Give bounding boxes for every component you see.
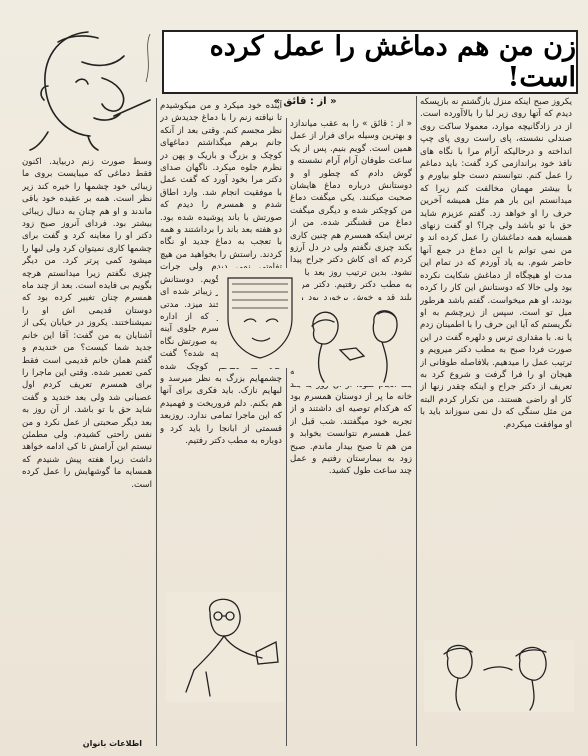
column-right: یکروز صبح اینکه منزل بازگشتم نه بازپسکه دیدم که آتها روی زیر لبا را بالاآورده است. از در زادگانیچه موارد، معمولا ساکت روی صندلی نشسته، پای راست روی پای چپ انداخته و درحالیکه آرام مرا با نگاه های نافذ خود براندازمی کرد گفت: باید دماغم را عمل کنم. نتوانستم دست جلو بیاورم و با بیشتر مهمان مخالفت کنم زیرا که میدانستم این بار هم مثل همیشه آخرین حرف را او خواهد زد. گفتم عزیزم شاید حق با تو باشد ولی چرا؟ او گفت زنهای همسایه همه دماغشان را عمل کرده اند و من نمی توانم با این دماغ در جمع آنها حاضر شوم. به یاد آوردم که در تمام این مدت او هیچگاه از دماغش شکایت نکرده بود ولی حالا که دوستانش این کار را کرده بودند، او هم میخواست. گفتم باشد هرطور میل تو است. سپس از زیرچشم به او نگریستم که آیا این حرف را با اطمینان زدم یا نه. با مقداری ترس و دلهره گفت در این صورت فردا صبح به مطب دکتر میرویم و ترتیب عمل را میدهیم. بلافاصله طوفانی از هیجان او را فرا گرفت و شروع کرد به تعریف از دکتر جراح و اینکه چقدر زنها از کار او راضی هستند. من تکرار کردم البته من مثل سنگی که دل نمی سوزاند باید با او موافقت میکردم. [420,97,572,430]
headline-box [162,30,578,94]
byline: « از : قائق » [273,96,337,107]
column-center-left: آینده خود میکرد و من میکوشیدم تا نیافته زنم را با دماغ جدیدش در نظر مجسم کنم. وقتی بعد از آنکه جانم برهم میگذاشتم دماغهای کوچک و بزرگ و باریک و پهن در نظرم جلوه میکرد. ناگهان صدای دکتر مرا بخود آورد که گفت عمل با موفقیت انجام شد. وارد اطاق شدم و همسرم را دیدم که صورتش با باند پوشیده شده بود. دو هفته بعد باند را برداشتند و همه با تعجب به دماغ جدید او نگاه کردند. راستش را بخواهید من هیچ تفاوتی نمی دیدم ولی جرات نکردم این را بگویم. دوستانش همه میگفتند چقدر زیباتر شده ای و او با غرور لبخند میزد. مدتی گذشت و یکروز که از اداره برگشتم دیدم همسرم جلوی آینه ایستاده و با دقت به صورتش نگاه میکند. پرسیدم چه شده؟ گفت حالا که دماغم کوچک شده چشمهایم بزرگ به نظر میرسد و لبهایم نازک. باید فکری برای آنها هم بکنم. دلم فروریخت و فهمیدم که این ماجرا تمامی ندارد. روزبعد قسمتی از ابانجا را باید کرد و دوباره به مطب دکتر رفتیم. [160,101,282,446]
column-divider [286,118,287,746]
footer-source: اطلاعات بانوان [82,739,142,748]
two-faces-sketch-bottom [424,640,574,712]
column-divider [416,96,417,746]
column-center-right: « از : قائق » را به عقب میاندازد و بهترین وسیله برای فرار از عمل همین است. گویم بنیم. پس از یک ساعت طوفان آرام آرام نشسته و گوش دادم که چطور او و دوستانش درباره دماغ هایشان صحبت میکنند. یکی میگفت دماغ من کوچکتر شده و دیگری میگفت دماغ من قشنگتر شده. من از ترس اینکه همسرم هم چنین کاری بکند چیزی نگفتم ولی در دل آرزو کردم که ای کاش دکتر جراح پیدا نشود. بدین ترتیب روز بعد با هم به مطب دکتر رفتیم. دکتر مردی بلند قد و خوش برخورد بود و با دقت دماغ همسرم را معاینه کرد. گفت این دماغ هیچ عیبی ندارد و خیلی هم قشنگ است ولی اگر مایل باشید میتوانیم آن را کمی کوچکتر کنیم. همسرم با اشتیاق قبول کرد و قرار شد عمل هفته بعد انجام شود. از آن روز به بعد خانه ما پر از دوستان همسرم بود که هرکدام توصیه ای داشتند و از تجربه خود میگفتند. شب قبل از عمل همسرم نتوانست بخوابد و من هم تا صبح بیدار ماندم. صبح زود به بیمارستان رفتیم و عمل چند ساعت طول کشید. [290,119,412,477]
masked-surgeon-sketch [218,268,302,368]
doctor-sketch-bottom [166,592,284,702]
column-divider [156,98,157,746]
headline: زن من هم دماغش را عمل کرده است! [209,31,576,93]
column-left: وسط صورت زنم دربیاید. اکنون فقط دماغی که میبایست بروی ما زیبائی خود چشمها را خیره کند زیر نظر است. همه بر عقیده خود باقی ماندند و او هم چنان به دنبال زیبائی بیشتر بود. فردای آنروز صبح زود دکتر او را معاینه کرد و گفت برای چشمها کاری نمیتوان کرد ولی لبها را میشود کمی پرتر کرد. من دیگر چیزی نگفتم زیرا میدانستم هرچه بگویم بی فایده است. بعد از چند ماه همسرم چنان تغییر کرده بود که دوستان قدیمی اش او را نمیشناختند. یکروز در خیابان یکی از آشنایان به من گفت: آقا این خانم جدید شما کیست؟ من خندیدم و گفتم همان خانم قدیمی است فقط کمی تعمیر شده. وقتی این ماجرا را برای همسرم تعریف کردم اول عصبانی شد ولی بعد خندید و گفت شاید حق با تو باشد. از آن روز به بعد دیگر صحبتی از عمل نکرد و من نفس راحتی کشیدم. ولی مطمئن نیستم این آرامش تا کی ادامه خواهد داشت زیرا هفته پیش شنیدم که همسایه ما گوشهایش را عمل کرده است. [22,157,152,490]
man-face-caricature-top [18,22,158,152]
couple-sketch-illustration [294,300,412,386]
